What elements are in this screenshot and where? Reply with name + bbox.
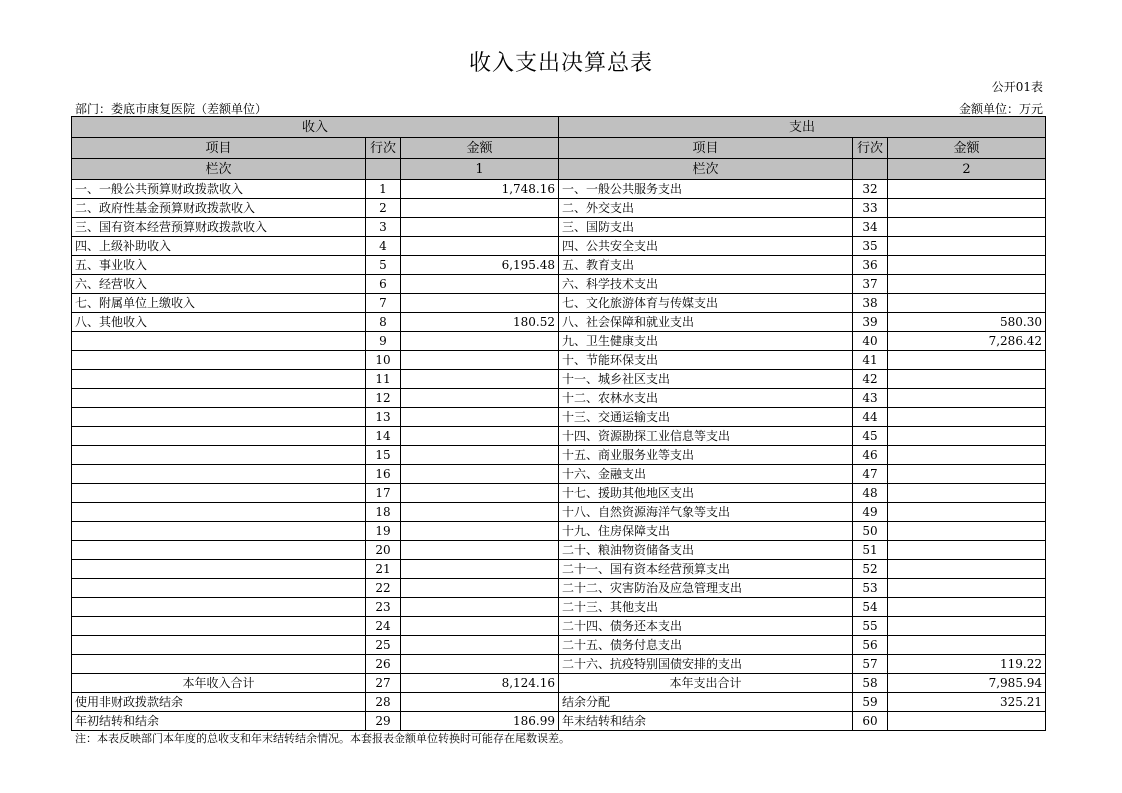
expense-line-cell: 39 bbox=[853, 313, 888, 332]
table-row bbox=[72, 332, 1046, 351]
income-line-cell: 9 bbox=[366, 332, 401, 351]
income-amount-cell bbox=[401, 579, 559, 598]
total-row bbox=[72, 674, 1046, 693]
income-item-cell bbox=[72, 579, 366, 598]
income-item-cell: 使用非财政拨款结余 bbox=[72, 693, 366, 712]
table-row bbox=[72, 294, 1046, 313]
income-item-header: 项目 bbox=[72, 138, 366, 159]
income-line-cell: 4 bbox=[366, 237, 401, 256]
expense-line-cell: 41 bbox=[853, 351, 888, 370]
expense-line-cell: 55 bbox=[853, 617, 888, 636]
expense-line-cell: 52 bbox=[853, 560, 888, 579]
income-item-cell bbox=[72, 655, 366, 674]
expense-amount-cell bbox=[888, 541, 1046, 560]
income-item-cell: 本年收入合计 bbox=[72, 674, 366, 693]
expense-item-cell: 十九、住房保障支出 bbox=[559, 522, 853, 541]
expense-amount-cell: 7,985.94 bbox=[888, 674, 1046, 693]
expense-line-cell: 57 bbox=[853, 655, 888, 674]
income-item-cell: 八、其他收入 bbox=[72, 313, 366, 332]
table-row bbox=[72, 427, 1046, 446]
table-row bbox=[72, 598, 1046, 617]
table-row bbox=[72, 389, 1046, 408]
expense-amount-cell: 7,286.42 bbox=[888, 332, 1046, 351]
expense-line-cell: 43 bbox=[853, 389, 888, 408]
expense-column-number: 2 bbox=[888, 159, 1046, 180]
table-row bbox=[72, 522, 1046, 541]
expense-item-cell: 二十二、灾害防治及应急管理支出 bbox=[559, 579, 853, 598]
table-row bbox=[72, 617, 1046, 636]
expense-item-cell: 十八、自然资源海洋气象等支出 bbox=[559, 503, 853, 522]
income-line-cell: 7 bbox=[366, 294, 401, 313]
income-item-cell: 六、经营收入 bbox=[72, 275, 366, 294]
column-header-row bbox=[72, 138, 1046, 159]
income-item-cell bbox=[72, 427, 366, 446]
expense-line-cell: 40 bbox=[853, 332, 888, 351]
table-row bbox=[72, 351, 1046, 370]
form-code: 公开01表 bbox=[991, 80, 1043, 94]
expense-line-cell: 54 bbox=[853, 598, 888, 617]
expense-line-cell: 56 bbox=[853, 636, 888, 655]
income-amount-cell bbox=[401, 351, 559, 370]
table-row bbox=[72, 636, 1046, 655]
expense-line-cell: 46 bbox=[853, 446, 888, 465]
income-amount-cell bbox=[401, 199, 559, 218]
expense-item-cell: 本年支出合计 bbox=[559, 674, 853, 693]
expense-amount-cell bbox=[888, 712, 1046, 731]
income-amount-cell bbox=[401, 655, 559, 674]
income-line-cell: 3 bbox=[366, 218, 401, 237]
expense-item-cell: 一、一般公共服务支出 bbox=[559, 180, 853, 199]
total-row bbox=[72, 693, 1046, 712]
department-label: 部门：娄底市康复医院（差额单位） bbox=[75, 102, 268, 116]
expense-item-cell: 二十四、债务还本支出 bbox=[559, 617, 853, 636]
expense-item-cell: 七、文化旅游体育与传媒支出 bbox=[559, 294, 853, 313]
income-line-cell: 28 bbox=[366, 693, 401, 712]
expense-item-cell: 十、节能环保支出 bbox=[559, 351, 853, 370]
income-amount-cell bbox=[401, 522, 559, 541]
table-row bbox=[72, 655, 1046, 674]
column-index-row bbox=[72, 159, 1046, 180]
table-row bbox=[72, 484, 1046, 503]
income-amount-cell bbox=[401, 598, 559, 617]
income-amount-cell bbox=[401, 484, 559, 503]
income-line-cell: 18 bbox=[366, 503, 401, 522]
expense-line-cell: 49 bbox=[853, 503, 888, 522]
expense-amount-cell bbox=[888, 427, 1046, 446]
income-line-cell: 21 bbox=[366, 560, 401, 579]
income-line-cell: 29 bbox=[366, 712, 401, 731]
expense-line-cell: 60 bbox=[853, 712, 888, 731]
expense-line-cell: 35 bbox=[853, 237, 888, 256]
income-item-cell: 三、国有资本经营预算财政拨款收入 bbox=[72, 218, 366, 237]
expense-amount-cell bbox=[888, 256, 1046, 275]
income-item-cell bbox=[72, 351, 366, 370]
income-amount-cell bbox=[401, 465, 559, 484]
expense-amount-cell bbox=[888, 351, 1046, 370]
expense-amount-cell bbox=[888, 522, 1046, 541]
income-line-cell: 20 bbox=[366, 541, 401, 560]
footnote: 注：本表反映部门本年度的总收支和年末结转结余情况。本套报表金额单位转换时可能存在尾数误差。 bbox=[75, 732, 570, 745]
income-line-cell: 15 bbox=[366, 446, 401, 465]
expense-item-cell: 十七、援助其他地区支出 bbox=[559, 484, 853, 503]
income-line-cell: 25 bbox=[366, 636, 401, 655]
income-item-cell bbox=[72, 636, 366, 655]
income-item-cell: 年初结转和结余 bbox=[72, 712, 366, 731]
page-title: 收入支出决算总表 bbox=[468, 51, 653, 76]
expense-item-cell: 十二、农林水支出 bbox=[559, 389, 853, 408]
income-amount-cell: 186.99 bbox=[401, 712, 559, 731]
expense-line-cell: 34 bbox=[853, 218, 888, 237]
income-line-cell: 22 bbox=[366, 579, 401, 598]
income-amount-cell bbox=[401, 218, 559, 237]
income-item-cell: 七、附属单位上缴收入 bbox=[72, 294, 366, 313]
table-row bbox=[72, 465, 1046, 484]
expense-amount-cell bbox=[888, 199, 1046, 218]
income-amount-cell: 6,195.48 bbox=[401, 256, 559, 275]
income-item-cell bbox=[72, 560, 366, 579]
expense-item-cell: 八、社会保障和就业支出 bbox=[559, 313, 853, 332]
expense-line-cell: 59 bbox=[853, 693, 888, 712]
expense-line-cell: 48 bbox=[853, 484, 888, 503]
income-item-cell: 一、一般公共预算财政拨款收入 bbox=[72, 180, 366, 199]
budget-summary-table bbox=[71, 116, 1046, 731]
expense-item-cell: 二十五、债务付息支出 bbox=[559, 636, 853, 655]
income-item-cell bbox=[72, 332, 366, 351]
income-line-cell: 14 bbox=[366, 427, 401, 446]
expense-line-cell: 51 bbox=[853, 541, 888, 560]
expense-line-cell: 32 bbox=[853, 180, 888, 199]
income-item-cell: 二、政府性基金预算财政拨款收入 bbox=[72, 199, 366, 218]
income-line-cell: 8 bbox=[366, 313, 401, 332]
income-amount-cell: 8,124.16 bbox=[401, 674, 559, 693]
income-line-cell: 2 bbox=[366, 199, 401, 218]
table-row bbox=[72, 237, 1046, 256]
expense-amount-cell bbox=[888, 617, 1046, 636]
income-section-header: 收入 bbox=[72, 117, 559, 138]
expense-amount-cell bbox=[888, 180, 1046, 199]
income-amount-cell bbox=[401, 237, 559, 256]
expense-amount-cell bbox=[888, 446, 1046, 465]
income-line-cell: 17 bbox=[366, 484, 401, 503]
income-item-cell bbox=[72, 446, 366, 465]
income-line-cell: 19 bbox=[366, 522, 401, 541]
expense-line-cell: 45 bbox=[853, 427, 888, 446]
table-row bbox=[72, 218, 1046, 237]
expense-amount-cell bbox=[888, 598, 1046, 617]
table-row bbox=[72, 560, 1046, 579]
expense-item-cell: 六、科学技术支出 bbox=[559, 275, 853, 294]
income-item-cell bbox=[72, 484, 366, 503]
expense-line-cell: 37 bbox=[853, 275, 888, 294]
expense-item-cell: 二十一、国有资本经营预算支出 bbox=[559, 560, 853, 579]
income-line-cell: 24 bbox=[366, 617, 401, 636]
income-item-cell: 四、上级补助收入 bbox=[72, 237, 366, 256]
expense-line-cell: 36 bbox=[853, 256, 888, 275]
expense-amount-cell bbox=[888, 389, 1046, 408]
expense-item-cell: 十六、金融支出 bbox=[559, 465, 853, 484]
expense-amount-cell bbox=[888, 294, 1046, 313]
income-line-cell: 23 bbox=[366, 598, 401, 617]
expense-column-label: 栏次 bbox=[559, 159, 853, 180]
table-row bbox=[72, 541, 1046, 560]
income-line-cell: 13 bbox=[366, 408, 401, 427]
income-line-cell: 26 bbox=[366, 655, 401, 674]
income-line-header: 行次 bbox=[366, 138, 401, 159]
table-row bbox=[72, 313, 1046, 332]
income-line-cell: 12 bbox=[366, 389, 401, 408]
section-header-row bbox=[72, 117, 1046, 138]
income-item-cell bbox=[72, 617, 366, 636]
amount-unit-label: 金额单位：万元 bbox=[958, 102, 1043, 116]
expense-item-cell: 十四、资源勘探工业信息等支出 bbox=[559, 427, 853, 446]
expense-item-cell: 十一、城乡社区支出 bbox=[559, 370, 853, 389]
expense-amount-cell bbox=[888, 370, 1046, 389]
expense-amount-cell: 119.22 bbox=[888, 655, 1046, 674]
table-row bbox=[72, 256, 1046, 275]
table-row bbox=[72, 370, 1046, 389]
expense-line-cell: 50 bbox=[853, 522, 888, 541]
table-row bbox=[72, 180, 1046, 199]
table-row bbox=[72, 408, 1046, 427]
income-amount-cell bbox=[401, 541, 559, 560]
income-amount-cell: 180.52 bbox=[401, 313, 559, 332]
income-amount-cell bbox=[401, 617, 559, 636]
income-amount-cell bbox=[401, 389, 559, 408]
income-amount-cell bbox=[401, 370, 559, 389]
expense-amount-header: 金额 bbox=[888, 138, 1046, 159]
income-line-cell: 11 bbox=[366, 370, 401, 389]
expense-amount-cell bbox=[888, 218, 1046, 237]
expense-item-cell: 二、外交支出 bbox=[559, 199, 853, 218]
expense-amount-cell: 580.30 bbox=[888, 313, 1046, 332]
expense-amount-cell bbox=[888, 275, 1046, 294]
income-column-empty bbox=[366, 159, 401, 180]
expense-amount-cell bbox=[888, 636, 1046, 655]
income-item-cell bbox=[72, 522, 366, 541]
expense-item-cell: 十五、商业服务业等支出 bbox=[559, 446, 853, 465]
expense-item-cell: 年末结转和结余 bbox=[559, 712, 853, 731]
income-amount-header: 金额 bbox=[401, 138, 559, 159]
income-line-cell: 6 bbox=[366, 275, 401, 294]
table-row bbox=[72, 579, 1046, 598]
income-amount-cell bbox=[401, 427, 559, 446]
expense-amount-cell: 325.21 bbox=[888, 693, 1046, 712]
income-item-cell: 五、事业收入 bbox=[72, 256, 366, 275]
income-item-cell bbox=[72, 389, 366, 408]
income-line-cell: 5 bbox=[366, 256, 401, 275]
expense-amount-cell bbox=[888, 579, 1046, 598]
expense-item-cell: 三、国防支出 bbox=[559, 218, 853, 237]
expense-item-header: 项目 bbox=[559, 138, 853, 159]
income-amount-cell bbox=[401, 294, 559, 313]
income-item-cell bbox=[72, 465, 366, 484]
expense-line-cell: 58 bbox=[853, 674, 888, 693]
expense-item-cell: 五、教育支出 bbox=[559, 256, 853, 275]
expense-item-cell: 二十六、抗疫特别国债安排的支出 bbox=[559, 655, 853, 674]
income-amount-cell: 1,748.16 bbox=[401, 180, 559, 199]
expense-amount-cell bbox=[888, 560, 1046, 579]
expense-item-cell: 二十、粮油物资储备支出 bbox=[559, 541, 853, 560]
total-row bbox=[72, 712, 1046, 731]
expense-amount-cell bbox=[888, 484, 1046, 503]
expense-amount-cell bbox=[888, 408, 1046, 427]
income-column-label: 栏次 bbox=[72, 159, 366, 180]
expense-amount-cell bbox=[888, 503, 1046, 522]
income-amount-cell bbox=[401, 503, 559, 522]
income-column-number: 1 bbox=[401, 159, 559, 180]
expense-line-cell: 47 bbox=[853, 465, 888, 484]
expense-item-cell: 二十三、其他支出 bbox=[559, 598, 853, 617]
income-amount-cell bbox=[401, 636, 559, 655]
expense-amount-cell bbox=[888, 465, 1046, 484]
expense-item-cell: 四、公共安全支出 bbox=[559, 237, 853, 256]
income-item-cell bbox=[72, 370, 366, 389]
table-row bbox=[72, 199, 1046, 218]
income-line-cell: 1 bbox=[366, 180, 401, 199]
income-amount-cell bbox=[401, 408, 559, 427]
expense-line-cell: 38 bbox=[853, 294, 888, 313]
expense-line-cell: 44 bbox=[853, 408, 888, 427]
table-row bbox=[72, 503, 1046, 522]
expense-line-cell: 33 bbox=[853, 199, 888, 218]
income-line-cell: 16 bbox=[366, 465, 401, 484]
income-amount-cell bbox=[401, 275, 559, 294]
expense-line-header: 行次 bbox=[853, 138, 888, 159]
expense-item-cell: 结余分配 bbox=[559, 693, 853, 712]
income-item-cell bbox=[72, 408, 366, 427]
income-amount-cell bbox=[401, 560, 559, 579]
table-row bbox=[72, 446, 1046, 465]
income-amount-cell bbox=[401, 446, 559, 465]
income-amount-cell bbox=[401, 332, 559, 351]
expense-line-cell: 42 bbox=[853, 370, 888, 389]
income-amount-cell bbox=[401, 693, 559, 712]
income-line-cell: 10 bbox=[366, 351, 401, 370]
expense-column-empty bbox=[853, 159, 888, 180]
income-item-cell bbox=[72, 541, 366, 560]
income-line-cell: 27 bbox=[366, 674, 401, 693]
income-item-cell bbox=[72, 598, 366, 617]
table-row bbox=[72, 275, 1046, 294]
expense-line-cell: 53 bbox=[853, 579, 888, 598]
income-item-cell bbox=[72, 503, 366, 522]
expense-section-header: 支出 bbox=[559, 117, 1046, 138]
expense-item-cell: 十三、交通运输支出 bbox=[559, 408, 853, 427]
expense-item-cell: 九、卫生健康支出 bbox=[559, 332, 853, 351]
expense-amount-cell bbox=[888, 237, 1046, 256]
